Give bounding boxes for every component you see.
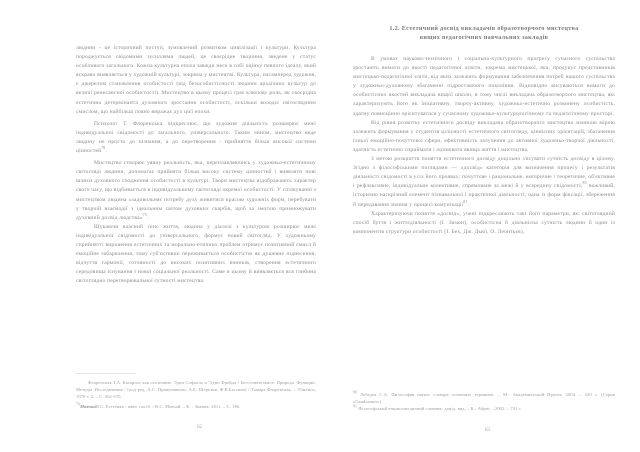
left-page-body: [76, 44, 316, 286]
footnote-ref: 80: [582, 181, 587, 186]
footnote: [353, 391, 615, 405]
paragraph: [353, 119, 615, 155]
paragraph-text: В умовах науково-технічного і соціально-культурного прогресу сучасного суспільства зростають вимоги до якості педагогічної освіти, зокрема мистецької, яка, продукує представників мистецько-педагогічної еліти, від яких залежить формування забезпечення потреб нашого суспільства у художньо-духовному збагаченні підростаючого покоління. Відповідно висуваються вимоги до особистісних якостей викладача вищої школи, в тому числі викладача образотворчого мистецтва, які характеризують його як ініціативну, творчу-активну, художньо-естетично розвинену особистість, здатну повноцінно орієнтуватися у сучасному художньо-культурологічному та педагогічному просторі.: [353, 56, 615, 117]
footnote-text: Лебедев С.А. Философия науки: словарь основных терминов. – М.: Академический Проект, 2004. – 320 с. (Серия «Gaudeamus»).: [353, 392, 615, 404]
paragraph-text: важливий, історично наскрізний елемент пізнавальної і практичної діяльності; одна із форм фіксації, збереження й передавання знання у процесі комунікації: [353, 183, 616, 208]
footnote-divider: [76, 373, 136, 374]
footnote-mark: 81: [353, 404, 358, 409]
section-heading: [353, 24, 615, 42]
paragraph-text: .: [467, 201, 470, 208]
footnote-mark: 80: [353, 390, 358, 395]
paragraph: [353, 155, 615, 210]
paragraph-text: Шукаючи власний сенс життя, людина у діалозі з культурою розширює межі індивідуальної свідомості до універсального, формує новий світогляд. У художньому сприйнятті вирішення естетичних та морально-етичних проблем отримує позитивний смисл й емоційне забарвлення, тому суб'єктивно переживається особистістю як душевне піднесення, відчуття гармонії, готовності до високих позитивних вчинків, створення естетичного середовища існування і нової соціальної реальності. Саме в цьому й виявляється вся глибина світоглядно перетворювальної сутності мистецтва.: [76, 223, 316, 285]
paragraph-text: Від рівня розвитку естетичного досвіду викладача образотворчого мистецтва значною мірою залежить формування у студентів цілісності естетичного світогляду, ціннісних орієнтацій, збагачення їхньої емоційно-почуттєвої сфери, ефективність залучення до активної художньо-творчої діяльності, здатність естетично сприймати і оцінювати явища життя і мистецтва.: [353, 119, 615, 153]
footnote-ref: 79: [142, 212, 147, 217]
footnotes: [76, 379, 316, 410]
paragraph: [353, 55, 615, 119]
footnote: [76, 403, 316, 410]
paragraph: Мистецтво створює уявну реальність, яка, переплавляючись у художньо-естетичному світогляді людини, допомагає прийняти більш високу систему цінностей і виявляти нові шляхи духовного сходження особистості в культурі. Твори мистецтва відображають характер свого часу, що відбивається в індивідуальному світогляді окремої особистості. У спілкуванні з мистецтвом людина «задовольняє потребу духу живитися красою художніх форм, перебувати у творчій взаємодії з ідеальним світом духовних скарбів, щоб за змогою примножувати духовний досвід людства»$^{79}$.: [76, 160, 316, 221]
paragraph: [76, 223, 316, 287]
paragraph: [353, 210, 615, 237]
right-page-body: [353, 24, 615, 237]
right-page: [320, 0, 640, 452]
footnote-text: В.С. Естетика : навч. посіб. / В.С. Мовчай. – К. : Знання, 2011. – С. 186.: [95, 404, 241, 409]
footnote: [353, 405, 615, 412]
footnote-text: Флоренская Т.А. Катарсис как осознание: Эдип Софокла и 'Эдип Фрейда / Бессознательное. Природа. Функции. Методы. Исследования / [под ред. А.С. Прангишвили, А.Е. Шерозия, Ф.В.Бассина] / Тамара Флоренская. – Тбилиси, 1978 т. 2. – С. 562-570.: [76, 380, 316, 399]
paragraph-text: З метою розкриття поняття естетичного досвіду доцільно з'ясувати сутність досвіду в цілому. Згідно з філософськими поглядами — «досвід» категорія для визначення процесу і результатів діяльності свідомості в усіх його проявах; почуттєве і раціональне, емпіричне і теоретичне, об'єктивне і рефлексивне, індивідуальне колективне, спрямоване за межі й у всередину свідомості;: [353, 156, 615, 190]
paragraph-text: Психолог Т. Флоренська підкреслює, що художня діяльність розширює межі індивідуальної свідомості до загального, універсального. Таким чином, мистецтво веде людину не просто до пізнання, а до перетворення - прийняття більш високої системи цінностей: [76, 120, 316, 155]
paragraph: [76, 44, 316, 117]
footnote-ref: 78: [101, 146, 106, 151]
paragraph-text: Характеризуючи поняття «досвід», учені підкреслюють такі його параметри, як: світоглядний спосіб буття і життєдіяльності (І. Зязюн), особистісна й діяльнісна сутність людини й один із компонентів структури особистості (І. Бех, Дж. Дьюї, О. Леонтьєв),: [353, 210, 615, 235]
footnote-text: Філософський енциклопедичний словник: довід. вид. – К.: Абрис, –2002. – 741 с.: [358, 406, 523, 411]
page-number: 63: [485, 428, 490, 433]
footnote-mark: 79: [76, 402, 81, 407]
heading-line: вищих педагогічних навчальних закладів: [419, 34, 549, 41]
paragraph-text: Мистецтво створює уявну реальність, яка, переплавляючись у художньо-естетичному світогляді людини, допомагає прийняти більш високу систему цінностей і виявляти нові шляхи духовного сходження особистості в культурі. Твори мистецтва відображають характер свого часу, що відбивається в індивідуальному світогляді окремої особистості. У спілкуванні з мистецтвом людина «задовольняє потребу духу живитися красою художніх форм, перебувати у творчій взаємодії з ідеальним світом духовних скарбів, щоб за змогою примножувати духовний досвід людства»: [76, 160, 316, 221]
page-number: 62: [197, 425, 202, 430]
footnotes: [353, 391, 615, 412]
heading-line: 1.2. Естетичний досвід викладачів образотворчого мистецтва: [389, 25, 579, 32]
paragraph-text: людини - це історичний поступ, зумовлений розвитком цивілізації і культури. Культура породжується свідомими зусиллями людей, це своєрідне творіння, зведене у статус особливого загального. Кожна культурна епоха завжди несе в собі оцінку певного ідеалу, який яскраво виявляється у художній культурі, зокрема у мистецтві. Культура, насамперед художня, є джерелом становлення особистості (від безособистісності людини архаїчних культур до величі ренесансної особистості). Мистецтво в цьому процесі грає ключову роль, як своєрідна естетична детермінанта духовного зростання особистості, оскільки володіє світоглядним смислом, що найбільш повно виражає дух цієї епохи.: [76, 45, 316, 115]
paragraph: Психолог Т. Флоренська підкреслює, що художня діяльність розширює межі індивідуальної свідомості до загального, універсального. Таким чином, мистецтво веде людину не просто до пізнання, а до перетворення - прийняття більш високої системи цінностей$^{78}$.: [76, 120, 316, 155]
footnote-author: Мовчай: [80, 404, 96, 409]
footnote: [76, 379, 316, 400]
footnote-ref: 81: [463, 199, 468, 204]
